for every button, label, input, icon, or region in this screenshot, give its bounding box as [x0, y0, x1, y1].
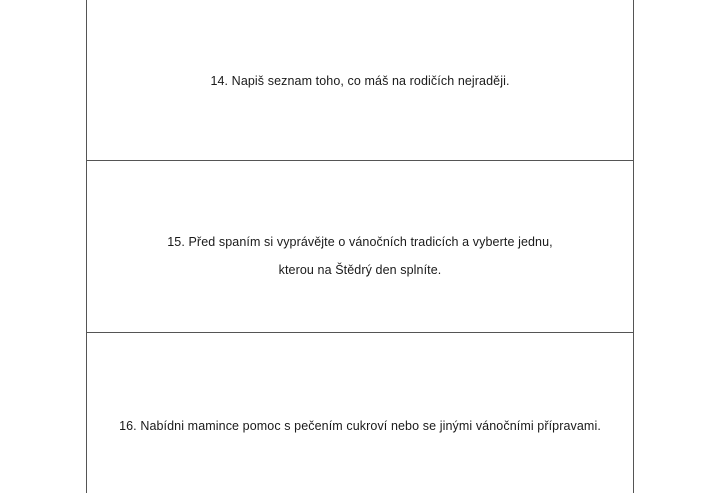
- task-card-15: [86, 161, 634, 333]
- task-card-14: [86, 0, 634, 161]
- task-card-16: [86, 333, 634, 493]
- task-15-text-line-2: kterou na Štědrý den splníte.: [278, 263, 442, 277]
- task-15-text-line-1: 15. Před spaním si vyprávějte o vánočních tradicích a vyberte jednu,: [167, 235, 553, 249]
- task-14-text: 14. Napiš seznam toho, co máš na rodičích nejraději.: [210, 74, 510, 88]
- task-16-text: 16. Nabídni mamince pomoc s pečením cukroví nebo se jinými vánočními přípravami.: [119, 419, 601, 433]
